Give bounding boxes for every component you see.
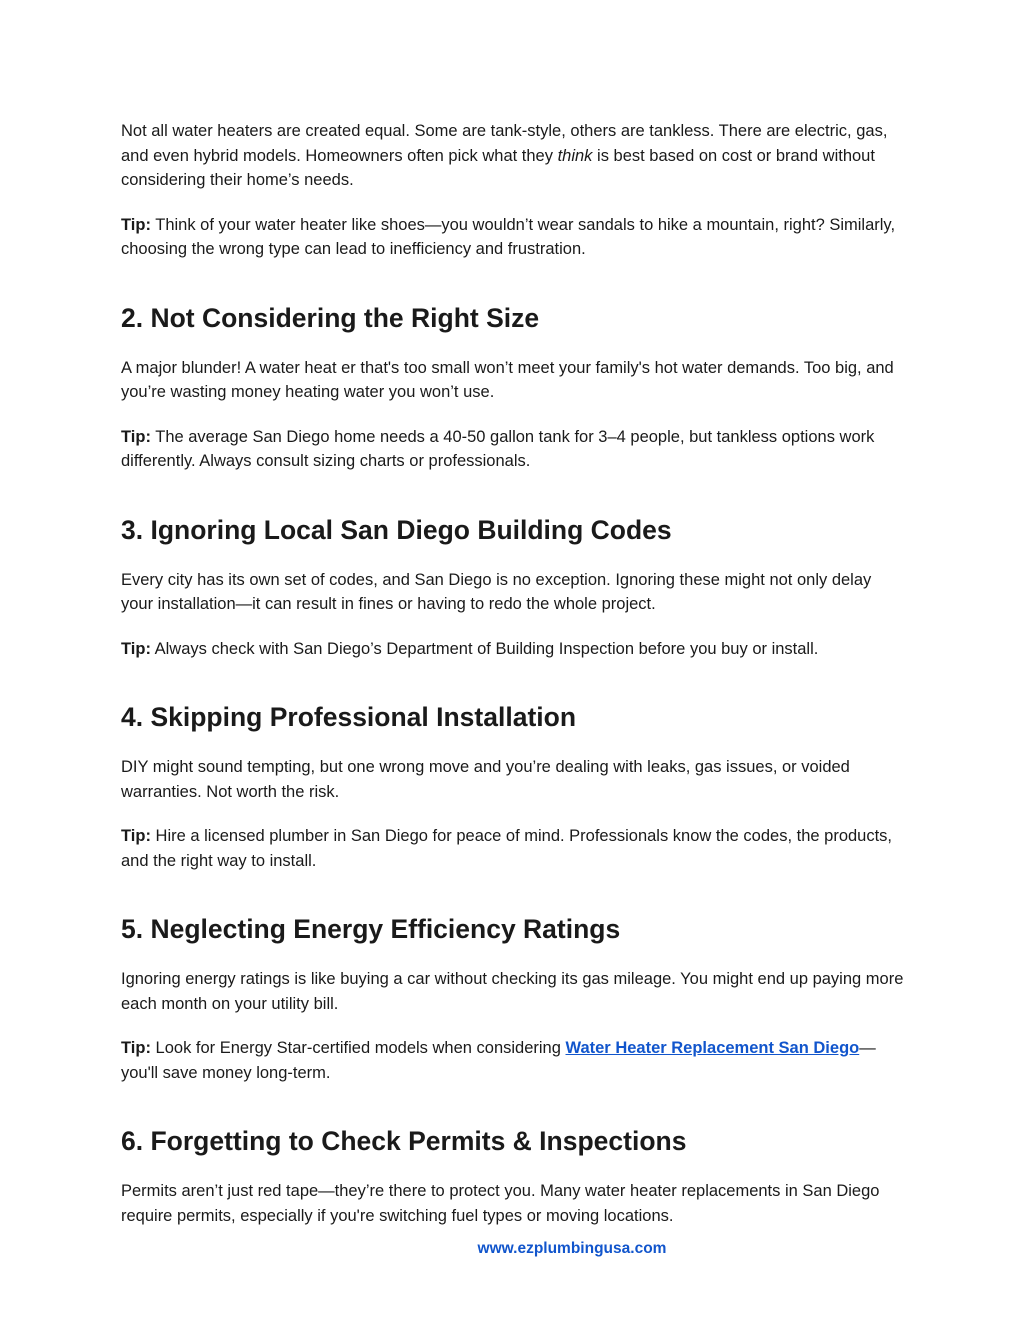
tip-text: Hire a licensed plumber in San Diego for peace of mind. Professionals know the codes, the products, and the right way to install. [121, 827, 893, 870]
section-heading-efficiency: 5. Neglecting Energy Efficiency Ratings [121, 914, 621, 944]
section-tip-codes [121, 637, 906, 662]
section-tip-size [121, 425, 906, 474]
section-heading-size: 2. Not Considering the Right Size [121, 302, 540, 333]
tip-label: Tip: [121, 427, 151, 446]
section-body-size: A major blunder! A water heat er that's too small won’t meet your family's hot water demands. Too big, and you’re wasting money heating water you won’t use. [121, 358, 894, 401]
tip-label: Tip: [121, 1039, 151, 1057]
footer-website-url[interactable]: www.ezplumbingusa.com [477, 1240, 667, 1257]
tip-text-before: Look for Energy Star-certified models when considering [150, 1039, 566, 1057]
intro-tip [121, 213, 906, 262]
tip-label: Tip: [121, 827, 151, 845]
tip-text: Always check with San Diego’s Department of Building Inspection before you buy or install. [150, 639, 819, 658]
section-body-permits: Permits aren’t just red tape—they’re there to protect you. Many water heater replacements in San Diego require permits, especially if you're switching fuel types or moving locations. [121, 1182, 880, 1225]
tip-text: The average San Diego home needs a 40-50 gallon tank for 3–4 people, but tankless options work differently. Always consult sizing charts or professionals. [121, 427, 875, 470]
intro-paragraph [121, 119, 906, 193]
document-page [121, 119, 906, 1248]
water-heater-replacement-link[interactable]: Water Heater Replacement San Diego [565, 1039, 860, 1057]
section-tip-efficiency [121, 1036, 906, 1085]
intro-emphasis: think [557, 146, 593, 165]
section-body-installation: DIY might sound tempting, but one wrong move and you’re dealing with leaks, gas issues, or voided warranties. Not worth the risk. [121, 758, 850, 801]
section-heading-codes: 3. Ignoring Local San Diego Building Codes [121, 514, 672, 545]
tip-label: Tip: [121, 639, 151, 658]
intro-text-b: is best based on cost or brand without considering their home’s needs. [121, 146, 875, 189]
tip-text: Think of your water heater like shoes—you wouldn’t wear sandals to hike a mountain, right? Similarly, choosing the wrong type can lead to inefficiency and frustration. [121, 215, 896, 258]
section-heading-permits: 6. Forgetting to Check Permits & Inspections [121, 1126, 687, 1156]
section-body-codes: Every city has its own set of codes, and San Diego is no exception. Ignoring these might not only delay your installation—it can result in fines or having to redo the whole project. [121, 570, 872, 613]
tip-label: Tip: [121, 215, 151, 234]
tip-text-after: —you'll save money long-term. [121, 1039, 876, 1082]
section-tip-installation [121, 824, 906, 873]
intro-text-a: Not all water heaters are created equal. Some are tank-style, others are tankless. There are electric, gas, and even hybrid models. Homeowners often pick what they [121, 122, 888, 165]
section-body-efficiency: Ignoring energy ratings is like buying a car without checking its gas mileage. You might end up paying more each month on your utility bill. [121, 970, 904, 1013]
section-heading-installation: 4. Skipping Professional Installation [121, 702, 577, 732]
